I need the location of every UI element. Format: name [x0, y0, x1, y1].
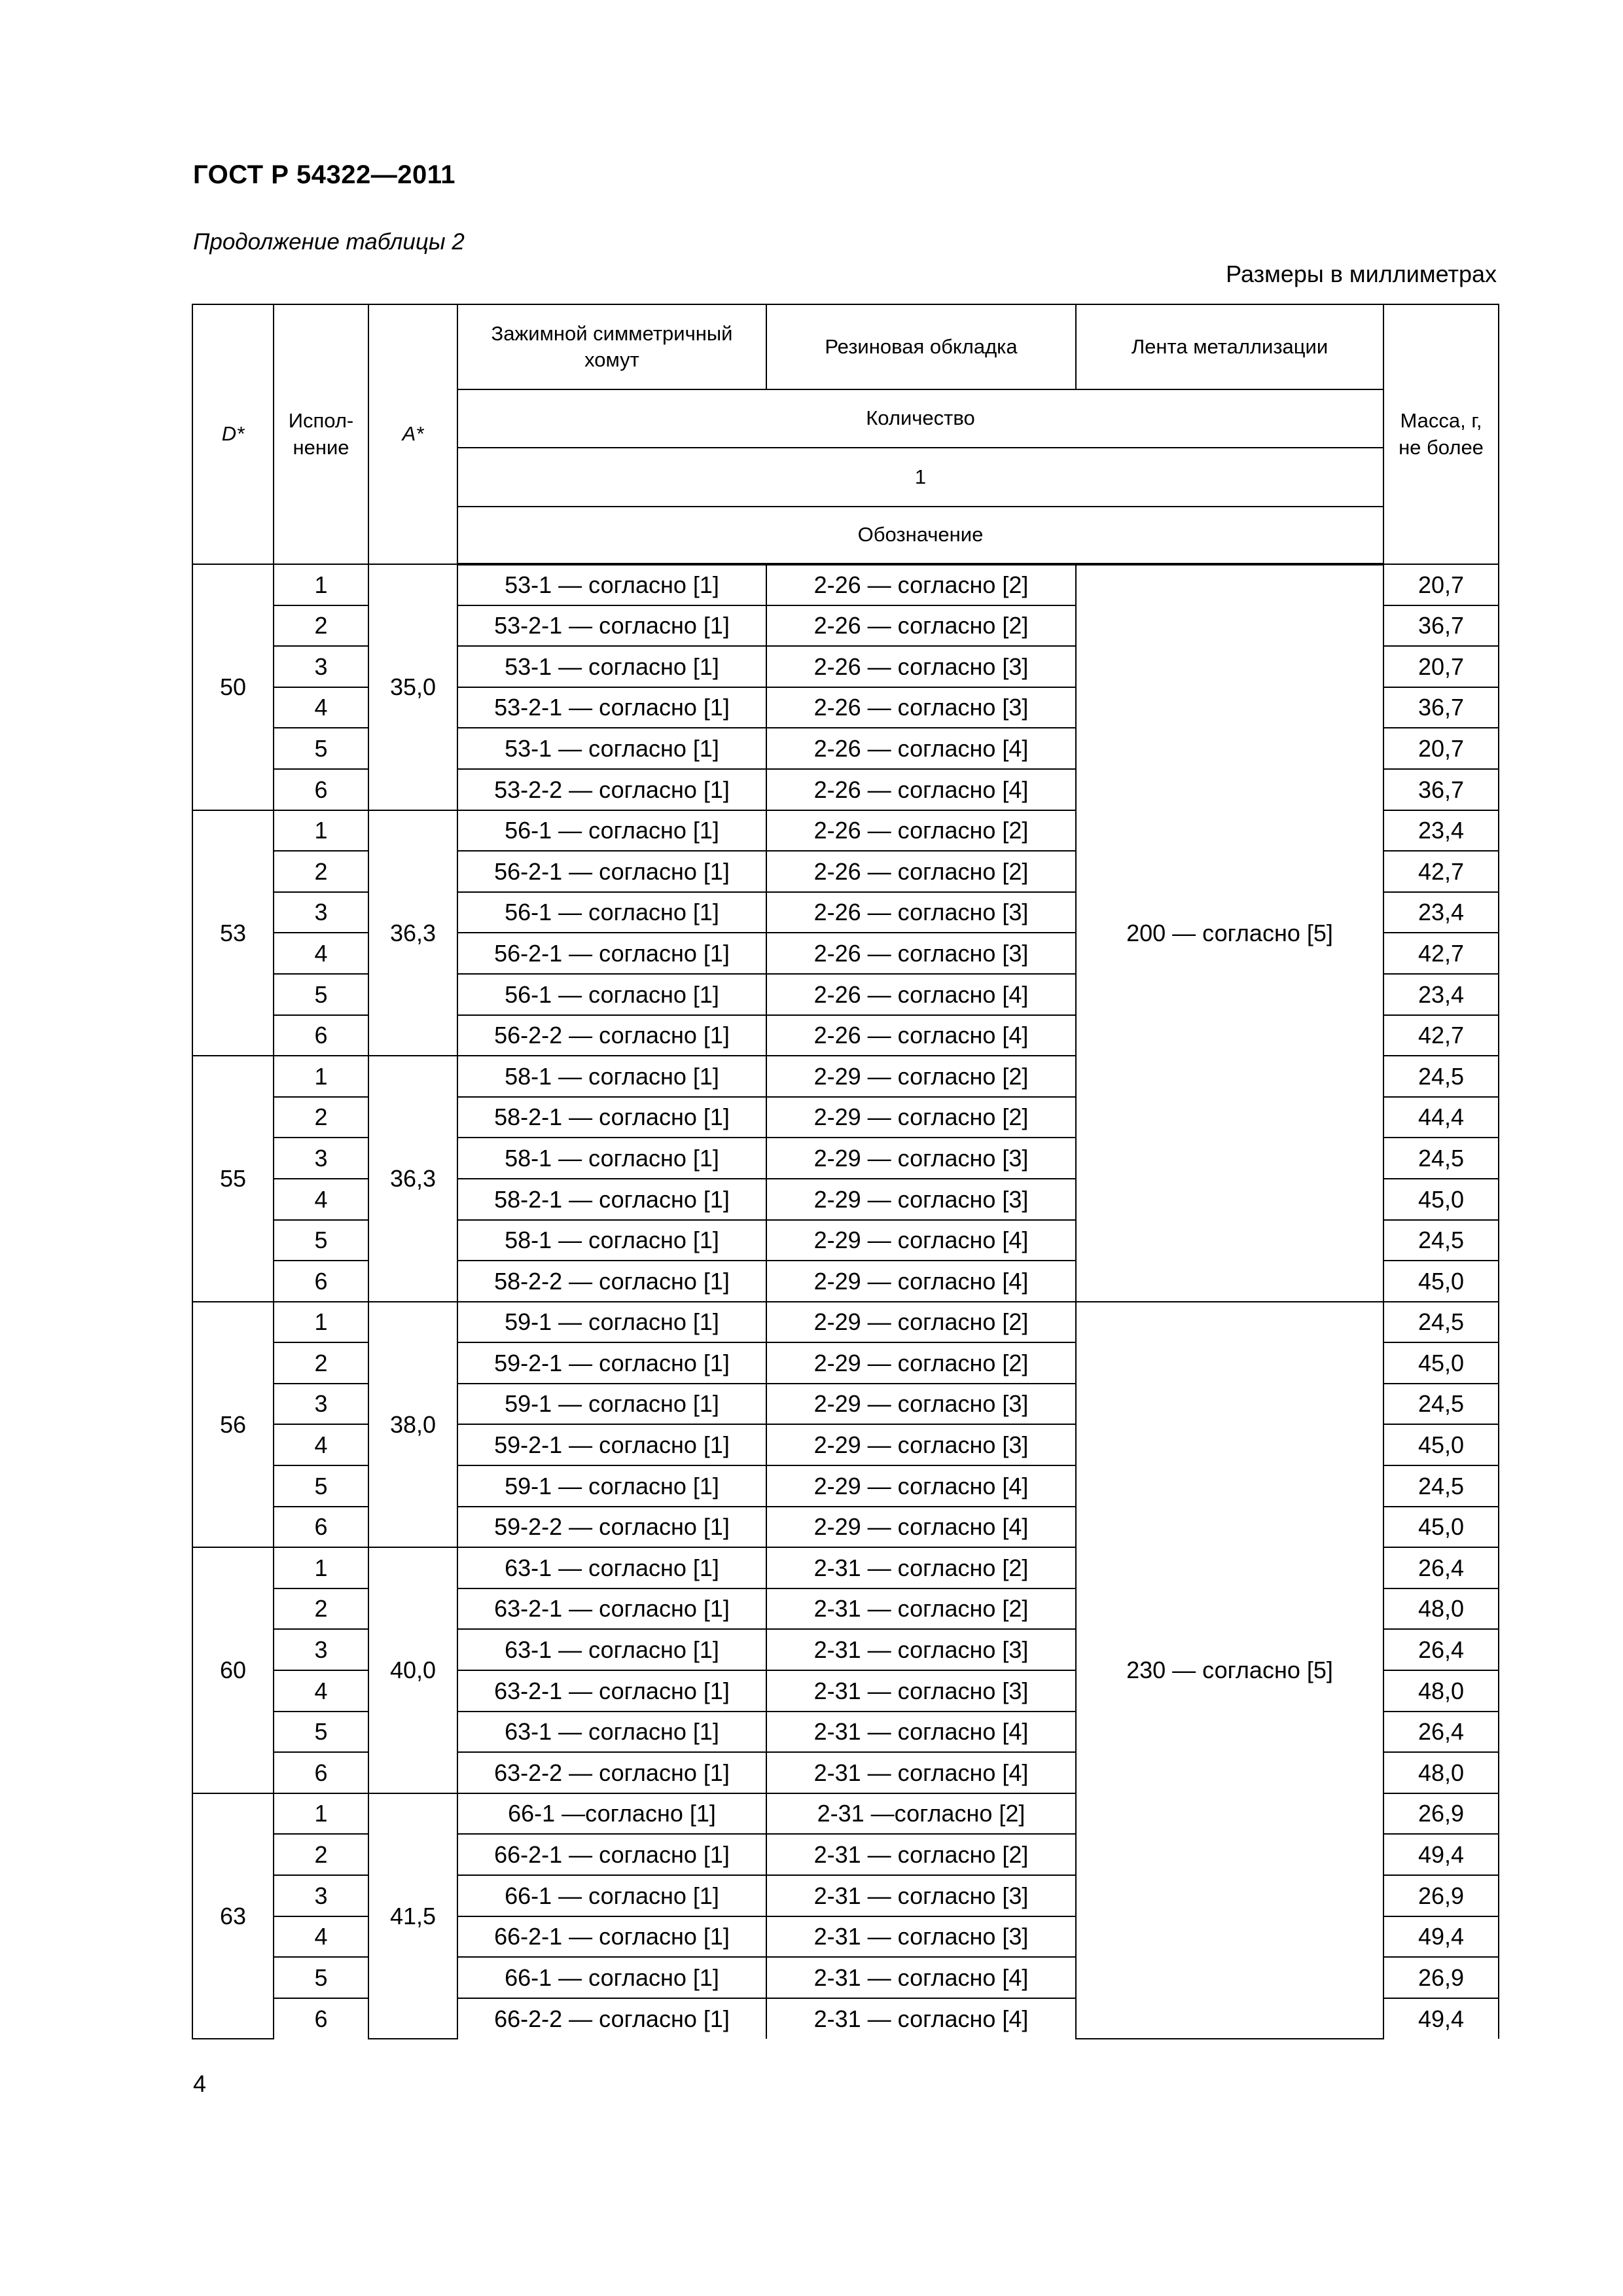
cell-rubber: 2-31 — согласно [3] [766, 1875, 1076, 1916]
cell-mass: 48,0 [1383, 1752, 1499, 1793]
header-a: A* [368, 304, 457, 564]
cell-clamp: 56-1 — согласно [1] [457, 810, 766, 852]
cell-version: 4 [274, 1916, 368, 1958]
cell-mass: 42,7 [1383, 1015, 1499, 1056]
cell-clamp: 56-2-1 — согласно [1] [457, 851, 766, 892]
specification-table [192, 304, 1499, 2039]
cell-rubber: 2-29 — согласно [2] [766, 1097, 1076, 1138]
cell-mass: 45,0 [1383, 1179, 1499, 1220]
cell-clamp: 66-2-2 — согласно [1] [457, 1998, 766, 2039]
cell-a: 40,0 [368, 1547, 457, 1793]
cell-mass: 23,4 [1383, 974, 1499, 1015]
cell-version: 2 [274, 1834, 368, 1875]
cell-rubber: 2-26 — согласно [4] [766, 974, 1076, 1015]
cell-mass: 42,7 [1383, 933, 1499, 974]
cell-a: 35,0 [368, 564, 457, 810]
cell-mass: 20,7 [1383, 564, 1499, 605]
cell-rubber: 2-26 — согласно [2] [766, 851, 1076, 892]
cell-mass: 20,7 [1383, 728, 1499, 769]
cell-version: 2 [274, 851, 368, 892]
cell-mass: 23,4 [1383, 810, 1499, 852]
cell-mass: 36,7 [1383, 687, 1499, 728]
cell-clamp: 53-2-1 — согласно [1] [457, 687, 766, 728]
cell-mass: 24,5 [1383, 1384, 1499, 1425]
cell-version: 4 [274, 933, 368, 974]
cell-d: 63 [192, 1793, 274, 2039]
cell-clamp: 56-1 — согласно [1] [457, 974, 766, 1015]
cell-clamp: 59-2-1 — согласно [1] [457, 1424, 766, 1465]
cell-rubber: 2-31 — согласно [3] [766, 1916, 1076, 1958]
header-clamp: Зажимной симметричный хомут [457, 304, 766, 389]
cell-mass: 49,4 [1383, 1998, 1499, 2039]
cell-clamp: 66-2-1 — согласно [1] [457, 1916, 766, 1958]
cell-rubber: 2-26 — согласно [4] [766, 728, 1076, 769]
cell-mass: 49,4 [1383, 1916, 1499, 1958]
cell-version: 3 [274, 1875, 368, 1916]
cell-version: 4 [274, 1424, 368, 1465]
cell-clamp: 58-2-1 — согласно [1] [457, 1179, 766, 1220]
units-note: Размеры в миллиметрах [1226, 260, 1497, 287]
cell-mass: 20,7 [1383, 646, 1499, 687]
cell-version: 6 [274, 1507, 368, 1548]
cell-version: 6 [274, 1015, 368, 1056]
cell-mass: 45,0 [1383, 1507, 1499, 1548]
cell-rubber: 2-29 — согласно [3] [766, 1138, 1076, 1179]
cell-version: 2 [274, 1588, 368, 1630]
cell-clamp: 59-1 — согласно [1] [457, 1384, 766, 1425]
cell-clamp: 63-1 — согласно [1] [457, 1547, 766, 1588]
cell-version: 1 [274, 1547, 368, 1588]
cell-rubber: 2-29 — согласно [4] [766, 1507, 1076, 1548]
cell-version: 3 [274, 1384, 368, 1425]
cell-version: 5 [274, 1220, 368, 1261]
table-row [192, 564, 1499, 605]
cell-mass: 26,9 [1383, 1957, 1499, 1998]
cell-d: 60 [192, 1547, 274, 1793]
table-row [192, 1302, 1499, 1343]
cell-d: 56 [192, 1302, 274, 1548]
cell-clamp: 66-1 —согласно [1] [457, 1793, 766, 1835]
cell-clamp: 59-2-1 — согласно [1] [457, 1342, 766, 1384]
cell-mass: 26,4 [1383, 1629, 1499, 1670]
cell-rubber: 2-31 —согласно [2] [766, 1793, 1076, 1835]
cell-rubber: 2-29 — согласно [4] [766, 1261, 1076, 1302]
cell-rubber: 2-26 — согласно [3] [766, 646, 1076, 687]
cell-rubber: 2-29 — согласно [3] [766, 1424, 1076, 1465]
cell-version: 2 [274, 605, 368, 647]
cell-version: 6 [274, 1261, 368, 1302]
cell-mass: 45,0 [1383, 1342, 1499, 1384]
header-quantity-value: 1 [457, 448, 1383, 507]
cell-d: 50 [192, 564, 274, 810]
header-mass: Масса, г, не более [1383, 304, 1499, 564]
cell-clamp: 58-2-1 — согласно [1] [457, 1097, 766, 1138]
cell-clamp: 63-1 — согласно [1] [457, 1712, 766, 1753]
cell-clamp: 59-1 — согласно [1] [457, 1465, 766, 1507]
cell-version: 6 [274, 1998, 368, 2039]
cell-mass: 24,5 [1383, 1220, 1499, 1261]
cell-clamp: 58-2-2 — согласно [1] [457, 1261, 766, 1302]
cell-rubber: 2-29 — согласно [2] [766, 1302, 1076, 1343]
cell-mass: 26,9 [1383, 1875, 1499, 1916]
cell-mass: 36,7 [1383, 605, 1499, 647]
cell-version: 5 [274, 1465, 368, 1507]
cell-version: 1 [274, 1793, 368, 1835]
cell-a: 36,3 [368, 1056, 457, 1302]
cell-mass: 26,4 [1383, 1547, 1499, 1588]
cell-version: 1 [274, 810, 368, 852]
cell-version: 2 [274, 1097, 368, 1138]
header-quantity: Количество [457, 389, 1383, 448]
cell-mass: 36,7 [1383, 769, 1499, 810]
cell-mass: 44,4 [1383, 1097, 1499, 1138]
cell-version: 1 [274, 564, 368, 605]
header-version: Испол- нение [274, 304, 368, 564]
cell-mass: 24,5 [1383, 1465, 1499, 1507]
cell-d: 53 [192, 810, 274, 1056]
cell-rubber: 2-29 — согласно [3] [766, 1384, 1076, 1425]
cell-version: 4 [274, 1179, 368, 1220]
cell-rubber: 2-31 — согласно [2] [766, 1547, 1076, 1588]
cell-version: 5 [274, 1712, 368, 1753]
cell-rubber: 2-31 — согласно [2] [766, 1588, 1076, 1630]
cell-clamp: 59-2-2 — согласно [1] [457, 1507, 766, 1548]
cell-version: 3 [274, 1138, 368, 1179]
table-body [192, 564, 1499, 2039]
cell-rubber: 2-29 — согласно [2] [766, 1056, 1076, 1097]
cell-clamp: 66-2-1 — согласно [1] [457, 1834, 766, 1875]
cell-mass: 48,0 [1383, 1588, 1499, 1630]
cell-mass: 23,4 [1383, 892, 1499, 933]
cell-mass: 42,7 [1383, 851, 1499, 892]
page-number: 4 [193, 2070, 207, 2097]
cell-rubber: 2-26 — согласно [3] [766, 687, 1076, 728]
cell-version: 1 [274, 1056, 368, 1097]
cell-mass: 24,5 [1383, 1056, 1499, 1097]
cell-clamp: 56-1 — согласно [1] [457, 892, 766, 933]
cell-mass: 48,0 [1383, 1670, 1499, 1712]
cell-rubber: 2-26 — согласно [4] [766, 1015, 1076, 1056]
cell-version: 2 [274, 1342, 368, 1384]
cell-clamp: 66-1 — согласно [1] [457, 1875, 766, 1916]
cell-rubber: 2-29 — согласно [4] [766, 1465, 1076, 1507]
cell-clamp: 53-1 — согласно [1] [457, 646, 766, 687]
cell-clamp: 53-2-1 — согласно [1] [457, 605, 766, 647]
cell-clamp: 63-2-1 — согласно [1] [457, 1588, 766, 1630]
cell-version: 5 [274, 728, 368, 769]
cell-rubber: 2-26 — согласно [4] [766, 769, 1076, 810]
cell-rubber: 2-26 — согласно [3] [766, 892, 1076, 933]
cell-mass: 24,5 [1383, 1138, 1499, 1179]
cell-rubber: 2-26 — согласно [2] [766, 605, 1076, 647]
table-continuation-caption: Продолжение таблицы 2 [193, 229, 465, 255]
cell-clamp: 66-1 — согласно [1] [457, 1957, 766, 1998]
cell-rubber: 2-29 — согласно [3] [766, 1179, 1076, 1220]
header-rubber: Резиновая обкладка [766, 304, 1076, 389]
header-d: D* [192, 304, 274, 564]
cell-rubber: 2-31 — согласно [4] [766, 1752, 1076, 1793]
cell-clamp: 63-2-1 — согласно [1] [457, 1670, 766, 1712]
cell-version: 3 [274, 892, 368, 933]
cell-rubber: 2-26 — согласно [2] [766, 810, 1076, 852]
cell-rubber: 2-31 — согласно [3] [766, 1629, 1076, 1670]
cell-mass: 45,0 [1383, 1261, 1499, 1302]
cell-mass: 24,5 [1383, 1302, 1499, 1343]
cell-clamp: 59-1 — согласно [1] [457, 1302, 766, 1343]
cell-clamp: 63-1 — согласно [1] [457, 1629, 766, 1670]
cell-version: 5 [274, 1957, 368, 1998]
cell-clamp: 53-1 — согласно [1] [457, 728, 766, 769]
cell-tape: 230 — согласно [5] [1076, 1302, 1383, 2039]
cell-version: 3 [274, 646, 368, 687]
cell-clamp: 56-2-1 — согласно [1] [457, 933, 766, 974]
cell-version: 1 [274, 1302, 368, 1343]
cell-a: 38,0 [368, 1302, 457, 1548]
cell-mass: 26,4 [1383, 1712, 1499, 1753]
cell-clamp: 58-1 — согласно [1] [457, 1220, 766, 1261]
cell-rubber: 2-31 — согласно [4] [766, 1957, 1076, 1998]
cell-mass: 49,4 [1383, 1834, 1499, 1875]
cell-a: 36,3 [368, 810, 457, 1056]
cell-d: 55 [192, 1056, 274, 1302]
cell-rubber: 2-26 — согласно [3] [766, 933, 1076, 974]
cell-rubber: 2-31 — согласно [4] [766, 1998, 1076, 2039]
cell-version: 4 [274, 1670, 368, 1712]
cell-clamp: 53-2-2 — согласно [1] [457, 769, 766, 810]
cell-clamp: 58-1 — согласно [1] [457, 1138, 766, 1179]
cell-mass: 45,0 [1383, 1424, 1499, 1465]
cell-version: 6 [274, 1752, 368, 1793]
cell-rubber: 2-31 — согласно [3] [766, 1670, 1076, 1712]
cell-rubber: 2-31 — согласно [4] [766, 1712, 1076, 1753]
cell-rubber: 2-26 — согласно [2] [766, 564, 1076, 605]
cell-rubber: 2-29 — согласно [2] [766, 1342, 1076, 1384]
cell-version: 6 [274, 769, 368, 810]
cell-a: 41,5 [368, 1793, 457, 2039]
cell-version: 4 [274, 687, 368, 728]
header-tape: Лента металлизации [1076, 304, 1383, 389]
cell-version: 3 [274, 1629, 368, 1670]
cell-clamp: 56-2-2 — согласно [1] [457, 1015, 766, 1056]
cell-mass: 26,9 [1383, 1793, 1499, 1835]
cell-rubber: 2-29 — согласно [4] [766, 1220, 1076, 1261]
cell-clamp: 63-2-2 — согласно [1] [457, 1752, 766, 1793]
cell-clamp: 58-1 — согласно [1] [457, 1056, 766, 1097]
header-designation: Обозначение [457, 507, 1383, 564]
cell-rubber: 2-31 — согласно [2] [766, 1834, 1076, 1875]
doc-title: ГОСТ Р 54322—2011 [193, 160, 455, 189]
cell-tape: 200 — согласно [5] [1076, 564, 1383, 1302]
cell-clamp: 53-1 — согласно [1] [457, 564, 766, 605]
cell-version: 5 [274, 974, 368, 1015]
